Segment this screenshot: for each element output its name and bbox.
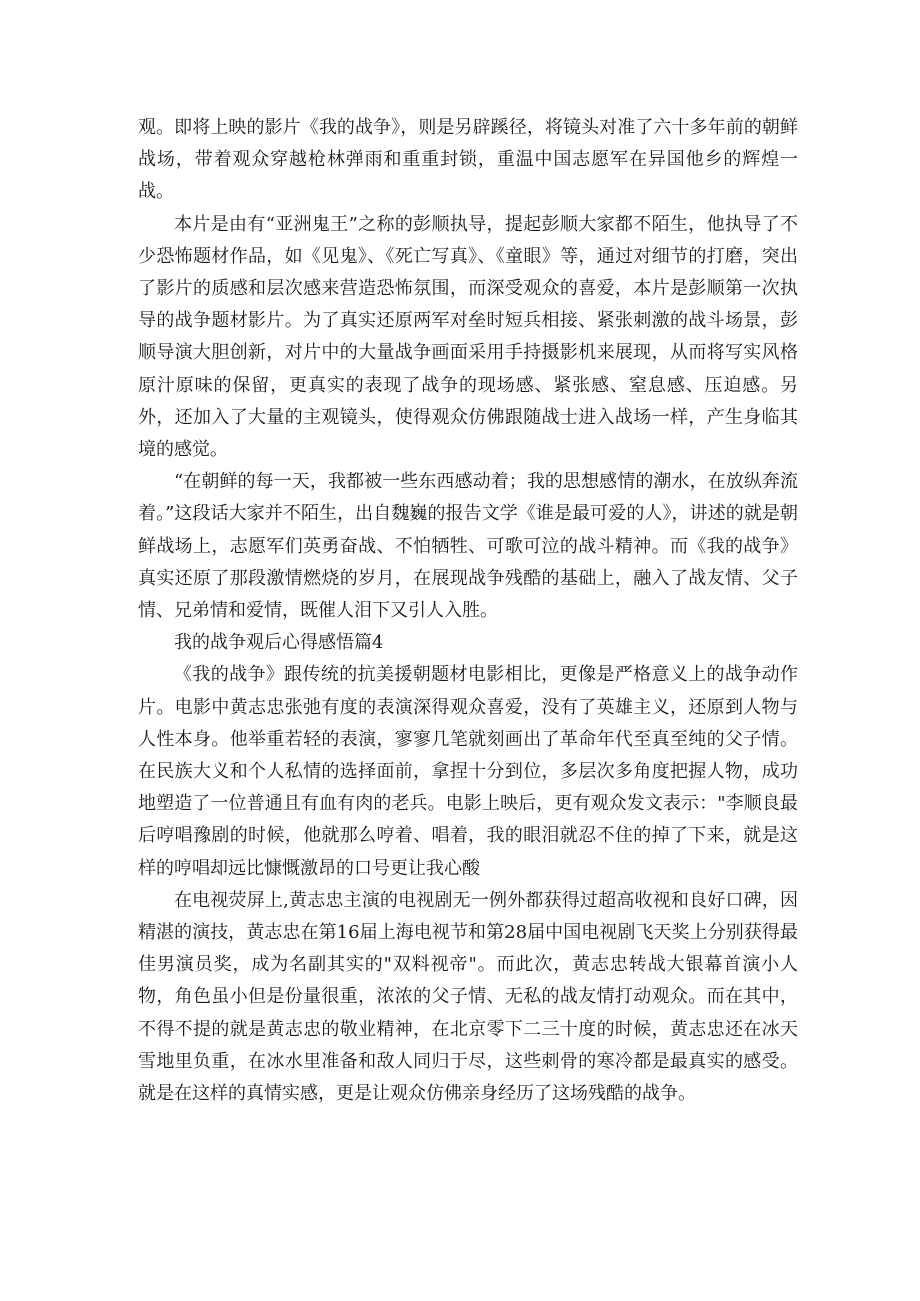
- section-heading: 我的战争观后心得感悟篇4: [174, 632, 384, 654]
- paragraph-continuation: 观。即将上映的影片《我的战争》，则是另辟蹊径，将镜头对准了六十多年前的朝鲜战场，带着观众穿越枪林弹雨和重重封锁，重温中国志愿军在异国他乡的辉煌一战。: [138, 117, 798, 203]
- paragraph-director: 本片是由有“亚洲鬼王”之称的彭顺执导，提起彭顺大家都不陌生，他执导了不少恐怖题材作品，如《见鬼》、《死亡写真》、《童眼》等，通过对细节的打磨，突出了影片的质感和层次感来营造恐怖氛围，而深受观众的喜爱，本片是彭顺第一次执导的战争题材影片。为了真实还原两军对垒时短兵相接、紧张刺激的战斗场景，彭顺导演大胆创新，对片中的大量战争画面采用手持摄影机来展现，从而将写实风格原汁原味的保留，更真实的表现了战争的现场感、紧张感、窒息感、压迫感。另外，还加入了大量的主观镜头，使得观众仿佛跟随战士进入战场一样，产生身临其境的感觉。: [138, 213, 798, 461]
- paragraph-tv-career: 在电视荧屏上,黄志忠主演的电视剧无一例外都获得过超高收视和良好口碑，因精湛的演技，黄志忠在第16届上海电视节和第28届中国电视剧飞天奖上分别获得最佳男演员奖，成为名副其实的"双料视帝"。而此次，黄志忠转战大银幕首演小人物，角色虽小但是份量很重，浓浓的父子情、无私的战友情打动观众。而在其中，不得不提的就是黄志忠的敬业精神，在北京零下二三十度的时候，黄志忠还在冰天雪地里负重，在冰水里准备和敌人同归于尽，这些刺骨的寒冷都是最真实的感受。就是在这样的真情实感，更是让观众仿佛亲身经历了这场残酷的战争。: [138, 889, 798, 1105]
- paragraph-quote: “在朝鲜的每一天，我都被一些东西感动着；我的思想感情的潮水，在放纵奔流着。”这段话大家并不陌生，出自魏巍的报告文学《谁是最可爱的人》，讲述的就是朝鲜战场上，志愿军们英勇奋战、不怕牺牲、可歌可泣的战斗精神。而《我的战争》真实还原了那段激情燃烧的岁月，在展现战争残酷的基础上，融入了战友情、父子情、兄弟情和爱情，既催人泪下又引人入胜。: [138, 471, 798, 622]
- paragraph-action-film: 《我的战争》跟传统的抗美援朝题材电影相比，更像是严格意义上的战争动作片。电影中黄志忠张弛有度的表演深得观众喜爱，没有了英雄主义，还原到人物与人性本身。他举重若轻的表演，寥寥几笔就刻画出了革命年代至真至纯的父子情。在民族大义和个人私情的选择面前，拿捏十分到位，多层次多角度把握人物，成功地塑造了一位普通且有血有肉的老兵。电影上映后，更有观众发文表示："李顺良最后哼唱豫剧的时候，他就那么哼着、唱着，我的眼泪就忍不住的掉了下来，就是这样的哼唱却远比慷慨激昂的口号更让我心酸: [138, 664, 798, 879]
- article-body: [138, 112, 798, 1110]
